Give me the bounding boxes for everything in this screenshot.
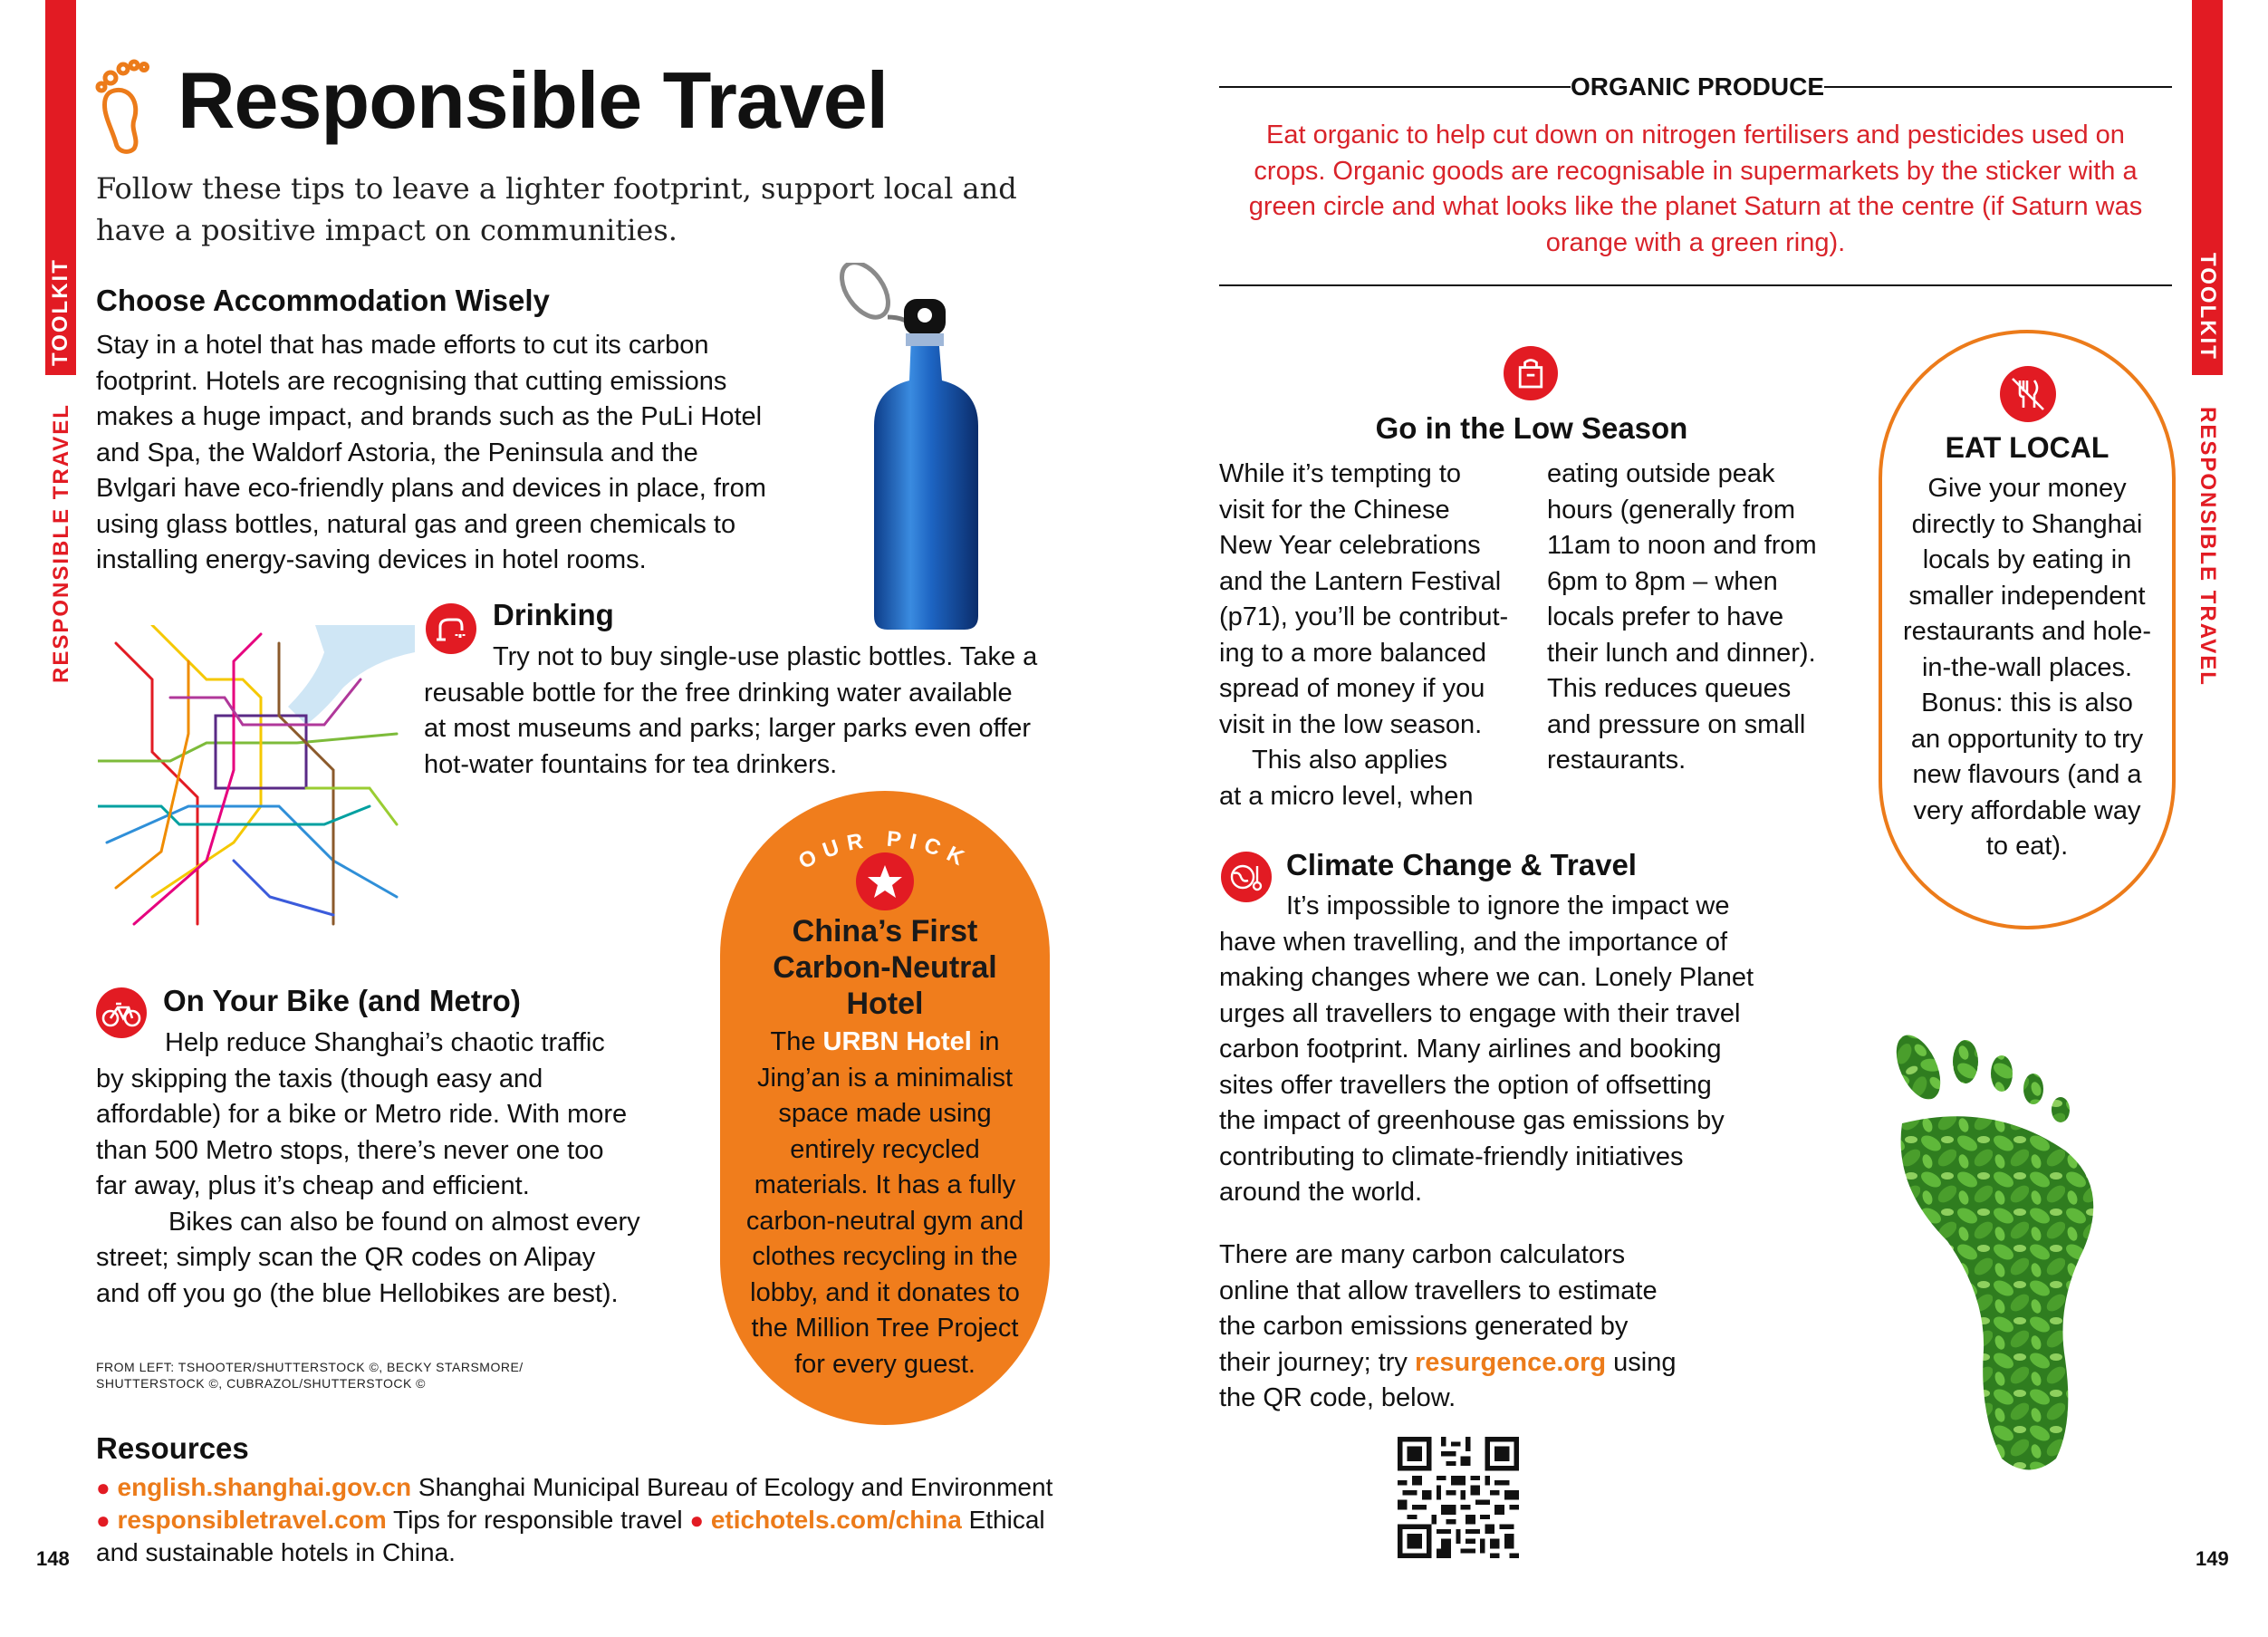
organic-body: Eat organic to help cut down on nitrogen fertilisers and pesticides used on crops. Organic goods are recognisable in supermarkets by the sticker with a green circle and what looks like the planet Saturn at the centre (if Saturn was orange with a green ring). [1248, 120, 2143, 257]
climate-body: It’s impossible to ignore the impact we have when travelling, and the importance of making changes where we can. Lonely Planet urges all travellers to engage with their travel carbon footprint. Many airlines and booking sites offer travellers the option of offsetting the impact of greenhouse gas emissions by contributing to climate-friendly initiatives around the world. [1219, 891, 1754, 1207]
urbn-hotel-link[interactable]: URBN Hotel [822, 1027, 972, 1056]
right-tab-toolkit: TOOLKIT [2196, 253, 2220, 361]
organic-rule-right [1824, 86, 2172, 88]
our-pick-label: OUR PICK [794, 829, 975, 875]
qr-code[interactable] [1398, 1437, 1519, 1563]
our-pick-heading: China’s First Carbon-Neutral Hotel [773, 914, 997, 1021]
eat-local-box [1879, 330, 2176, 929]
drinking-body: Try not to buy single-use plastic bottles. Take a reusable bottle for the free drinking water available at most museums and parks; larger parks even offer hot-water fountains for tea drinkers. [424, 642, 1038, 779]
bullet: ● [689, 1507, 705, 1534]
eat-local-heading: EAT LOCAL [1945, 431, 2109, 464]
photo-credits: FROM LEFT: TSHOOTER/SHUTTERSTOCK ©, BECKY STARSMORE/ SHUTTERSTOCK ©, CUBRAZOL/SHUTTERSTOCK © [96, 1360, 524, 1391]
eat-local-body: Give your money directly to Shanghai locals by eating in smaller independent restaurants and hole- in-the-wall places. Bonus: this is also an opportunity to try new flavours (and a very affordable way to eat). [1902, 474, 2152, 861]
bullet: ● [96, 1474, 111, 1501]
resource-link-1[interactable]: english.shanghai.gov.cn [117, 1473, 412, 1501]
organic-rule-left [1219, 86, 1571, 88]
right-tab-responsible: RESPONSIBLE TRAVEL [2196, 407, 2220, 687]
water-bottle-image [815, 263, 996, 639]
bullet: ● [96, 1507, 111, 1534]
left-tab-responsible: RESPONSIBLE TRAVEL [49, 403, 73, 683]
accommodation-body: Stay in a hotel that has made efforts to cut its carbon footprint. Hotels are recognising that cutting emissions makes a huge impact, and brands such as the PuLi Hotel and Spa, the Waldorf Astoria, the Peninsula and the Bvlgari have eco-friendly plans and devices in place, from using glass bottles, natural gas and green chemicals to installing energy-saving devices in hotel rooms. [96, 331, 766, 574]
our-pick-box [720, 791, 1050, 1425]
low-season-col2: eating outside peak hours (generally from 11am to noon and from 6pm to 8pm – when locals prefer to have their lunch and dinner). This reduces queues and pressure on small restaurants. [1547, 459, 1817, 775]
low-season-heading: Go in the Low Season [1375, 411, 1688, 445]
bike-body: Help reduce Shanghai’s chaotic traffic by skipping the taxis (though easy and affordable) for a bike or Metro ride. With more than 500 Metro stops, there’s never one too far away, plus it’s cheap and efficient. Bikes can also be found on almost every street; simply scan the QR codes on Alipay and off you go (the blue Hellobikes are best). [96, 1028, 640, 1308]
carbon-calculator-text: There are many carbon calculators online that allow travellers to estimate the carbon emissions generated by their journey; try resurgence.org using the QR code, below. [1219, 1240, 1677, 1412]
footprint-icon [94, 56, 158, 160]
organic-rule-bottom [1219, 284, 2172, 286]
resources-list: ● english.shanghai.gov.cn Shanghai Municipal Bureau of Ecology and Environment ● responsibletravel.com Tips for responsible travel ● etichotels.com/china Ethical and sustainable hotels in China. [96, 1473, 1053, 1566]
climate-heading: Climate Change & Travel [1286, 848, 1637, 881]
resource-link-3[interactable]: etichotels.com/china [710, 1506, 962, 1534]
accommodation-heading: Choose Accommodation Wisely [96, 284, 550, 317]
page-number-left: 148 [36, 1547, 70, 1570]
left-tab-toolkit: TOOLKIT [48, 258, 72, 366]
page-title: Responsible Travel [178, 55, 889, 145]
page-number-right: 149 [2196, 1547, 2229, 1570]
star-icon [856, 852, 914, 910]
resurgence-link[interactable]: resurgence.org [1414, 1347, 1607, 1377]
resource-link-2[interactable]: responsibletravel.com [117, 1506, 387, 1534]
metro-map-image [98, 625, 415, 938]
drinking-heading: Drinking [493, 598, 614, 631]
green-footprint-image [1884, 1024, 2138, 1481]
organic-heading: ORGANIC PRODUCE [1571, 72, 1825, 101]
low-season-col1: While it’s tempting to visit for the Chinese New Year celebrations and the Lantern Festival (p71), you’ll be contribut- ing to a more balanced spread of money if you visit in the low season. This also applies at a micro level, when [1219, 459, 1509, 811]
our-pick-body: The URBN Hotel in Jing’an is a minimalist space made using entirely recycled materials. It has a fully carbon-neutral gym and clothes recycling in the lobby, and it donates to the Million Tree Project for every guest. [745, 1027, 1024, 1379]
bike-heading: On Your Bike (and Metro) [163, 984, 521, 1017]
resources-heading: Resources [96, 1431, 249, 1465]
no-dining-icon [2000, 366, 2056, 422]
shopping-bag-icon [1504, 346, 1558, 400]
intro-text: Follow these tips to leave a lighter footprint, support local and have a positive impact on communities. [96, 171, 1017, 247]
